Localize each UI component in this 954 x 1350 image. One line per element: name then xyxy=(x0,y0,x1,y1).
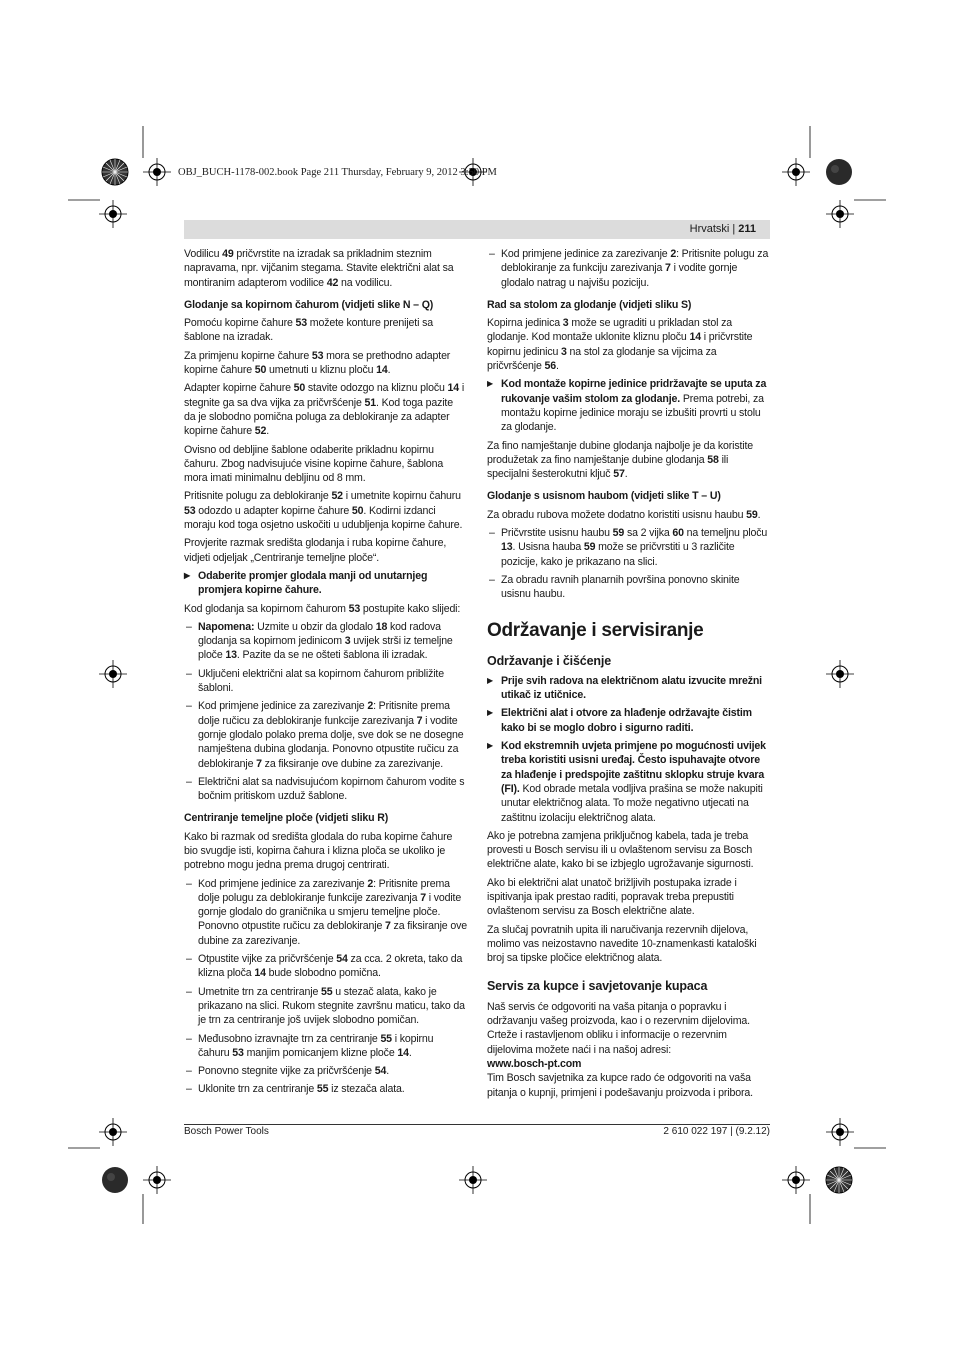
dash-item: – Uklonite trn za centriranje 55 iz stezača alata. xyxy=(184,1082,467,1096)
dash-item: – Napomena: Uzmite u obzir da glodalo 18 kod radova glodanja sa kopirnom jedinicom 3 uvijek strši iz temeljne ploče 13. Pazite da se ne ošteti šablona ili izradak. xyxy=(184,620,467,663)
left-column xyxy=(184,247,467,1101)
paragraph: Naš servis će odgovoriti na vaša pitanja o popravku i održavanju vašeg proizvoda, kao i o rezervnim dijelovima. Crteže i rastavljenom obliku i informacije o rezervnim dijelovima možete naći i na našoj adresi: xyxy=(487,1000,750,1056)
dash-item: – Električni alat sa nadvisujućom kopirnom čahurom vodite s bočnim pritiskom uzduž šablone. xyxy=(184,775,467,804)
right-column xyxy=(487,247,770,1104)
dash-item: – Umetnite trn za centriranje 55 u stezač alata, kako je prikazano na slici. Rukom stegnite završnu maticu, tako da je trn za centriranje još uvijek slobodno pomičan. xyxy=(184,985,467,1028)
bullet-item: ▶ Prije svih radova na električnom alatu izvucite mrežni utikač iz utičnice. xyxy=(487,674,770,703)
paragraph: Ako je potrebna zamjena priključnog kabela, tada je treba provesti u Bosch servisu ili u ovlaštenom servisu za Bosch električne alate, kako bi se izbjeglo ugrožavanje sigurnosti. xyxy=(487,829,754,871)
dash-item: – Pričvrstite usisnu haubu 59 sa 2 vijka 60 na temeljnu ploču 13. Usisna hauba 59 može se pričvrstiti u 3 različite pozicije, kako je prikazano na slici. xyxy=(487,526,770,569)
paragraph: Vodilicu 49 pričvrstite na izradak sa prikladnim steznim napravama, npr. vijčanim stegama. Stavite električni alat sa montiranim adapterom vodilice 42 na vodilicu. xyxy=(184,248,454,289)
paragraph: Tim Bosch savjetnika za kupce rado će odgovoriti na vaša pitanja o kupnji, primjeni i podešavanju proizvoda i pribora. xyxy=(487,1072,753,1099)
dash-item: – Kod primjene jedinice za zarezivanje 2: Pritisnite prema dolje ručicu za deblokiranje funkcije zarezivanja 7 i vodite gornje glodalo polako prema dolje, sve dok se ne dosegne namještena dubina glodanja. Ponovno otpustite ručicu za deblokiranje 7 za fiksiranje ove dubine za zarezivanje. xyxy=(184,699,467,770)
header-language: Hrvatski xyxy=(689,223,730,235)
paragraph: Za obradu rubova možete dodatno koristiti usisnu haubu 59. xyxy=(487,508,761,521)
dash-item: – Za obradu ravnih planarnih površina ponovno skinite usisnu haubu. xyxy=(487,573,770,602)
paragraph: Adapter kopirne čahure 50 stavite odozgo na kliznu ploču 14 i stegnite ga sa dva vijka za pričvršćenje 51. Kod toga pazite da je slobodno pomična poluga za deblokiranje za adapter kopirne čahure 52. xyxy=(184,382,465,438)
subsection-heading: Servis za kupce i savjetovanje kupaca xyxy=(487,979,708,994)
dash-item: – Ponovno stegnite vijke za pričvršćenje 54. xyxy=(184,1064,467,1078)
dash-item: – Međusobno izravnajte trn za centriranje 55 i kopirnu čahuru 53 manjim pomicanjem klizne ploče 14. xyxy=(184,1032,467,1061)
dash-item: – Uključeni električni alat sa kopirnom čahurom približite šabloni. xyxy=(184,667,467,696)
paragraph: Ako bi električni alat unatoč brižljivih postupaka izrade i ispitivanja ipak prestao raditi, popravak treba prepustiti ovlaštenom servisu za Bosch električne alate. xyxy=(487,876,737,918)
bullet-item: ▶ Kod ekstremnih uvjeta primjene po mogućnosti uvijek treba koristiti usisni uređaj. Često ispuhavajte otvore za hlađenje i predspojite zaštitnu sklopku struje kvara (FI). Kod obrade metala vodljiva prašina se može nakupiti unutar električnog alata. To može negativno utjecati na zaštitnu izolaciju električnog alata. xyxy=(487,739,770,825)
footer-divider xyxy=(184,1124,770,1125)
paragraph: Kako bi razmak od središta glodala do ruba kopirne čahure bio svugdje isti, kopirna čahura i klizna ploča se ukoliko je potrebno mogu jedna prema drugoj centrirati. xyxy=(184,830,453,872)
paragraph: Pritisnite polugu za deblokiranje 52 i umetnite kopirnu čahuru 53 odozdo u adapter kopirne čahure 50. Kodirni izdanci moraju kod toga osjetno uskočiti u udubljenja kopirne čahure. xyxy=(184,490,463,532)
paragraph: Za primjenu kopirne čahure 53 mora se prethodno adapter kopirne čahure 50 umetnuti u kliznu ploču 14. xyxy=(184,349,451,377)
print-info: OBJ_BUCH-1178-002.book Page 211 Thursday, February 9, 2012 3:50 PM xyxy=(178,167,497,178)
paragraph: Za slučaj povratnih upita ili naručivanja rezervnih dijelova, molimo vas neizostavno navedite 10-znamenkasti kataloški broj sa tipske pločice električnog alata. xyxy=(487,923,757,965)
page-number: 211 xyxy=(738,223,756,235)
paragraph: Ovisno od debljine šablone odaberite prikladnu kopirnu čahuru. Zbog nadvisujuće visine kopirne čahure, šablona mora imati minimalnu debljinu od 8 mm. xyxy=(184,443,444,485)
bullet-item: ▶ Kod montaže kopirne jedinice pridržavajte se uputa za rukovanje vašim stolom za glodanje. Prema potrebi, za montažu kopirne jedinice moraju se izbušiti provrti u stolu za glodanje. xyxy=(487,377,770,434)
paragraph: Kod glodanja sa kopirnom čahurom 53 postupite kako slijedi: xyxy=(184,602,461,615)
paragraph: Za fino namještanje dubine glodanja najbolje je da koristite produžetak za fino namještanje dubine glodanja 58 ili specijalni šesterokutni ključ 57. xyxy=(487,439,754,481)
paragraph: Pomoću kopirne čahure 53 možete konture prenijeti sa šablone na izradak. xyxy=(184,317,433,344)
dash-item: – Kod primjene jedinice za zarezivanje 2: Pritisnite prema dolje polugu za deblokiranje funkcije zarezivanja 7 i vodite gornje glodalo do graničnika u smjeru temeljne ploče. Ponovno otpustite ručicu za deblokiranje 7 za fiksiranje ove dubine za zarezivanje. xyxy=(184,877,467,948)
chapter-heading: Održavanje i servisiranje xyxy=(487,619,704,641)
section-heading: Rad sa stolom za glodanje (vidjeti sliku S) xyxy=(487,298,692,311)
footer-brand: Bosch Power Tools xyxy=(184,1126,269,1137)
section-heading: Centriranje temeljne ploče (vidjeti sliku R) xyxy=(184,812,389,825)
page-header: Hrvatski | 211 xyxy=(184,220,770,239)
paragraph: Kopirna jedinica 3 može se ugraditi u prikladan stol za glodanje. Kod montaže uklonite kliznu ploču 14 i pričvrstite kopirnu jedinicu 3 na stol za glodanje sa vijcima za pričvršćenje 56. xyxy=(487,317,753,373)
bullet-item: ▶ Odaberite promjer glodala manji od unutarnjeg promjera kopirne čahure. xyxy=(184,569,467,598)
footer-doc-number: 2 610 022 197 | (9.2.12) xyxy=(663,1126,770,1137)
dash-item: – Otpustite vijke za pričvršćenje 54 za cca. 2 okreta, tako da klizna ploča 14 bude slobodno pomična. xyxy=(184,952,467,981)
section-heading: Glodanje sa kopirnom čahurom (vidjeti slike N – Q) xyxy=(184,298,434,311)
subsection-heading: Održavanje i čišćenje xyxy=(487,653,611,668)
bullet-item: ▶ Električni alat i otvore za hlađenje održavajte čistim kako bi se moglo dobro i sigurno raditi. xyxy=(487,706,770,735)
paragraph: Provjerite razmak središta glodanja i ruba kopirne čahure, vidjeti odjeljak „Centriranje temeljne ploče“. xyxy=(184,537,447,564)
dash-item: – Kod primjene jedinice za zarezivanje 2: Pritisnite polugu za deblokiranje za funkciju zarezivanja 7 i vodite gornje glodalo natrag u najvišu poziciju. xyxy=(487,247,770,290)
website-link[interactable]: www.bosch-pt.com xyxy=(487,1057,582,1070)
section-heading: Glodanje s usisnom haubom (vidjeti slike T – U) xyxy=(487,490,721,503)
